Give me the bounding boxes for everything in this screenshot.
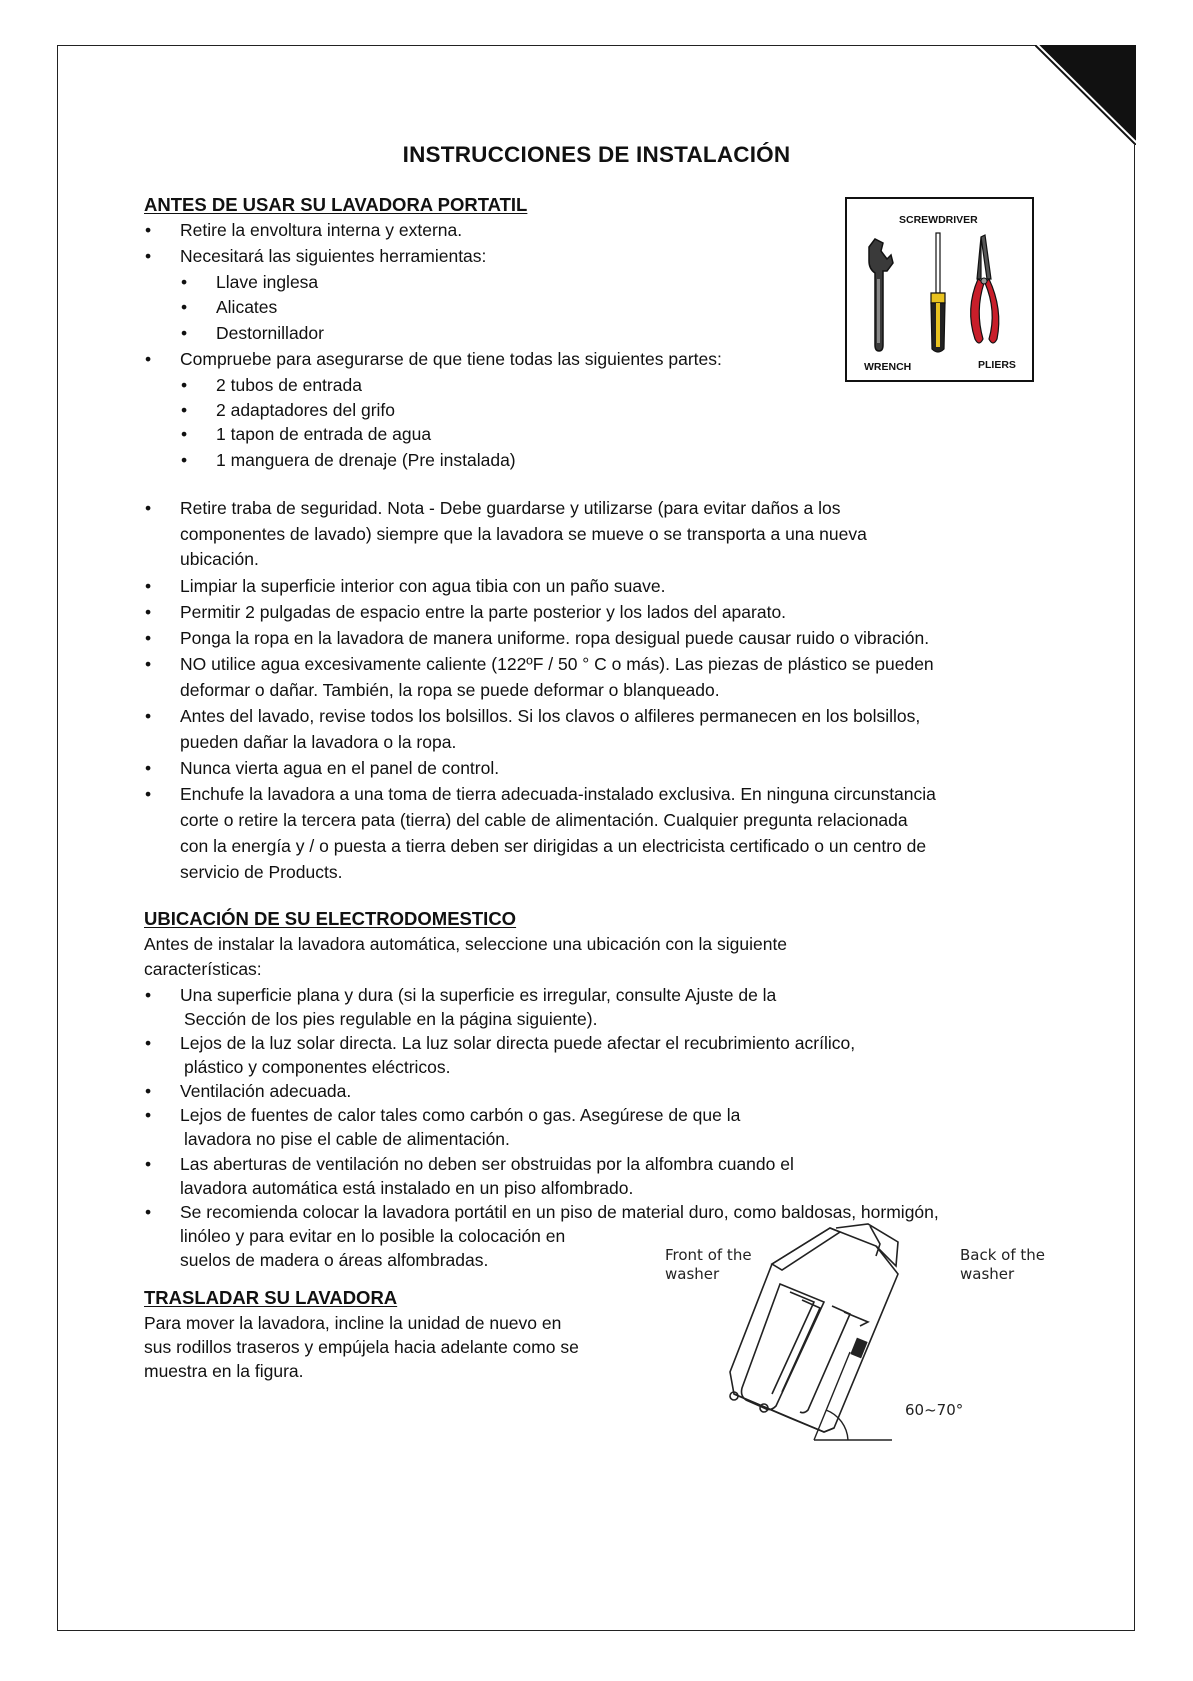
- bullet: •: [145, 349, 152, 369]
- list-item: Lejos de fuentes de calor tales como carbón o gas. Asegúrese de que la: [180, 1105, 741, 1125]
- bullet: •: [181, 400, 188, 420]
- list-item: Retire la envoltura interna y externa.: [180, 220, 463, 240]
- pliers-label: PLIERS: [978, 359, 1016, 371]
- bullet: •: [145, 1202, 152, 1222]
- list-item: Nunca vierta agua en el panel de control.: [180, 758, 500, 778]
- list-item: 2 adaptadores del grifo: [216, 400, 396, 420]
- tilt-angle-label: 60~70°: [905, 1401, 964, 1419]
- bullet: •: [145, 220, 152, 240]
- list-item: Antes del lavado, revise todos los bolsillos. Si los clavos o alfileres permanecen en los bolsillos,: [180, 706, 921, 726]
- list-item: Llave inglesa: [216, 272, 319, 292]
- paragraph-line: Para mover la lavadora, incline la unidad de nuevo en: [144, 1313, 562, 1333]
- list-item-continued: Sección de los pies regulable en la página siguiente).: [184, 1009, 598, 1029]
- section-heading-location: UBICACIÓN DE SU ELECTRODOMESTICO: [144, 908, 517, 929]
- list-item-continued: componentes de lavado) siempre que la lavadora se mueve o se transporta a una nueva: [180, 524, 867, 544]
- list-item: Compruebe para asegurarse de que tiene todas las siguientes partes:: [180, 349, 722, 369]
- page-title: INSTRUCCIONES DE INSTALACIÓN: [402, 142, 791, 167]
- paragraph-line: Antes de instalar la lavadora automática, seleccione una ubicación con la siguiente: [144, 934, 788, 954]
- bullet: •: [145, 706, 152, 726]
- bullet: •: [181, 272, 188, 292]
- corner-mark: [1035, 45, 1136, 145]
- list-item: Una superficie plana y dura (si la superficie es irregular, consulte Ajuste de la: [180, 985, 777, 1005]
- bullet: •: [181, 323, 188, 343]
- front-label-line: washer: [665, 1265, 720, 1283]
- bullet: •: [145, 1154, 152, 1174]
- back-of-washer-label: [960, 1246, 1045, 1284]
- bullet: •: [145, 758, 152, 778]
- list-item-continued: pueden dañar la lavadora o la ropa.: [180, 732, 457, 752]
- paragraph-line: muestra en la figura.: [144, 1361, 304, 1381]
- bullet: •: [145, 576, 152, 596]
- pliers-icon: [971, 235, 999, 343]
- screwdriver-label: SCREWDRIVER: [899, 214, 978, 226]
- paragraph-line: sus rodillos traseros y empújela hacia adelante como se: [144, 1337, 579, 1357]
- bullet: •: [181, 375, 188, 395]
- list-item: Ponga la ropa en la lavadora de manera uniforme. ropa desigual puede causar ruido o vibración.: [180, 628, 930, 648]
- bullet: •: [181, 450, 188, 470]
- list-item-continued: lavadora automática está instalado en un piso alfombrado.: [180, 1178, 634, 1198]
- front-label-line: Front of the: [665, 1246, 752, 1264]
- washer-icon: [730, 1224, 898, 1432]
- back-label-line: Back of the: [960, 1246, 1046, 1264]
- bullet: •: [145, 628, 152, 648]
- tools-figure: [845, 197, 1034, 382]
- list-item: 1 manguera de drenaje (Pre instalada): [216, 450, 516, 470]
- list-item-continued: suelos de madera o áreas alfombradas.: [180, 1250, 489, 1270]
- bullet: •: [145, 246, 152, 266]
- list-item-continued: lavadora no pise el cable de alimentación.: [184, 1129, 510, 1149]
- list-item: NO utilice agua excesivamente caliente (122ºF / 50 ° C o más). Las piezas de plástico se pueden: [180, 654, 934, 674]
- list-item: Limpiar la superficie interior con agua tibia con un paño suave.: [180, 576, 666, 596]
- list-item-continued: plástico y componentes eléctricos.: [184, 1057, 451, 1077]
- wrench-label: WRENCH: [864, 361, 912, 373]
- list-item: Necesitará las siguientes herramientas:: [180, 246, 487, 266]
- list-item: Enchufe la lavadora a una toma de tierra adecuada-instalado exclusiva. En ninguna circunstancia: [180, 784, 936, 804]
- list-item: Lejos de la luz solar directa. La luz solar directa puede afectar el recubrimiento acrílico,: [180, 1033, 856, 1053]
- list-item: Se recomienda colocar la lavadora portátil en un piso de material duro, como baldosas, hormigón,: [180, 1202, 939, 1222]
- bullet: •: [181, 297, 188, 317]
- bullet: •: [145, 654, 152, 674]
- list-item: Destornillador: [216, 323, 324, 343]
- tilted-washer-drawing: [720, 1222, 920, 1447]
- list-item-continued: corte o retire la tercera pata (tierra) del cable de alimentación. Cualquier pregunta relacionada: [180, 810, 908, 830]
- list-item-continued: servicio de Products.: [180, 862, 343, 882]
- list-item-continued: con la energía y / o puesta a tierra deben ser dirigidas a un electricista certificado o un centro de: [180, 836, 927, 856]
- list-item-continued: deformar o dañar. También, la ropa se puede deformar o blanqueado.: [180, 680, 720, 700]
- list-item: Ventilación adecuada.: [180, 1081, 352, 1101]
- section-heading-before-use: ANTES DE USAR SU LAVADORA PORTATIL: [144, 194, 528, 215]
- bullet: •: [145, 784, 152, 804]
- list-item-continued: ubicación.: [180, 549, 259, 569]
- tools-drawing: [847, 199, 1032, 380]
- list-item: Permitir 2 pulgadas de espacio entre la parte posterior y los lados del aparato.: [180, 602, 787, 622]
- paragraph-line: características:: [144, 959, 262, 979]
- bullet: •: [145, 1105, 152, 1125]
- back-label-line: washer: [960, 1265, 1015, 1283]
- list-item: Las aberturas de ventilación no deben ser obstruidas por la alfombra cuando el: [180, 1154, 794, 1174]
- angle-indicator: [814, 1352, 892, 1440]
- bullet: •: [145, 1081, 152, 1101]
- bullet: •: [145, 985, 152, 1005]
- bullet: •: [145, 1033, 152, 1053]
- bullet: •: [145, 602, 152, 622]
- wrench-icon: [869, 239, 893, 351]
- list-item-continued: linóleo y para evitar en lo posible la colocación en: [180, 1226, 566, 1246]
- list-item: 1 tapon de entrada de agua: [216, 424, 432, 444]
- list-item: Retire traba de seguridad. Nota - Debe guardarse y utilizarse (para evitar daños a los: [180, 498, 841, 518]
- bullet: •: [181, 424, 188, 444]
- list-item: 2 tubos de entrada: [216, 375, 362, 395]
- section-heading-move: TRASLADAR SU LAVADORA: [144, 1287, 398, 1308]
- bullet: •: [145, 498, 152, 518]
- screwdriver-icon: [931, 233, 945, 352]
- list-item: Alicates: [216, 297, 278, 317]
